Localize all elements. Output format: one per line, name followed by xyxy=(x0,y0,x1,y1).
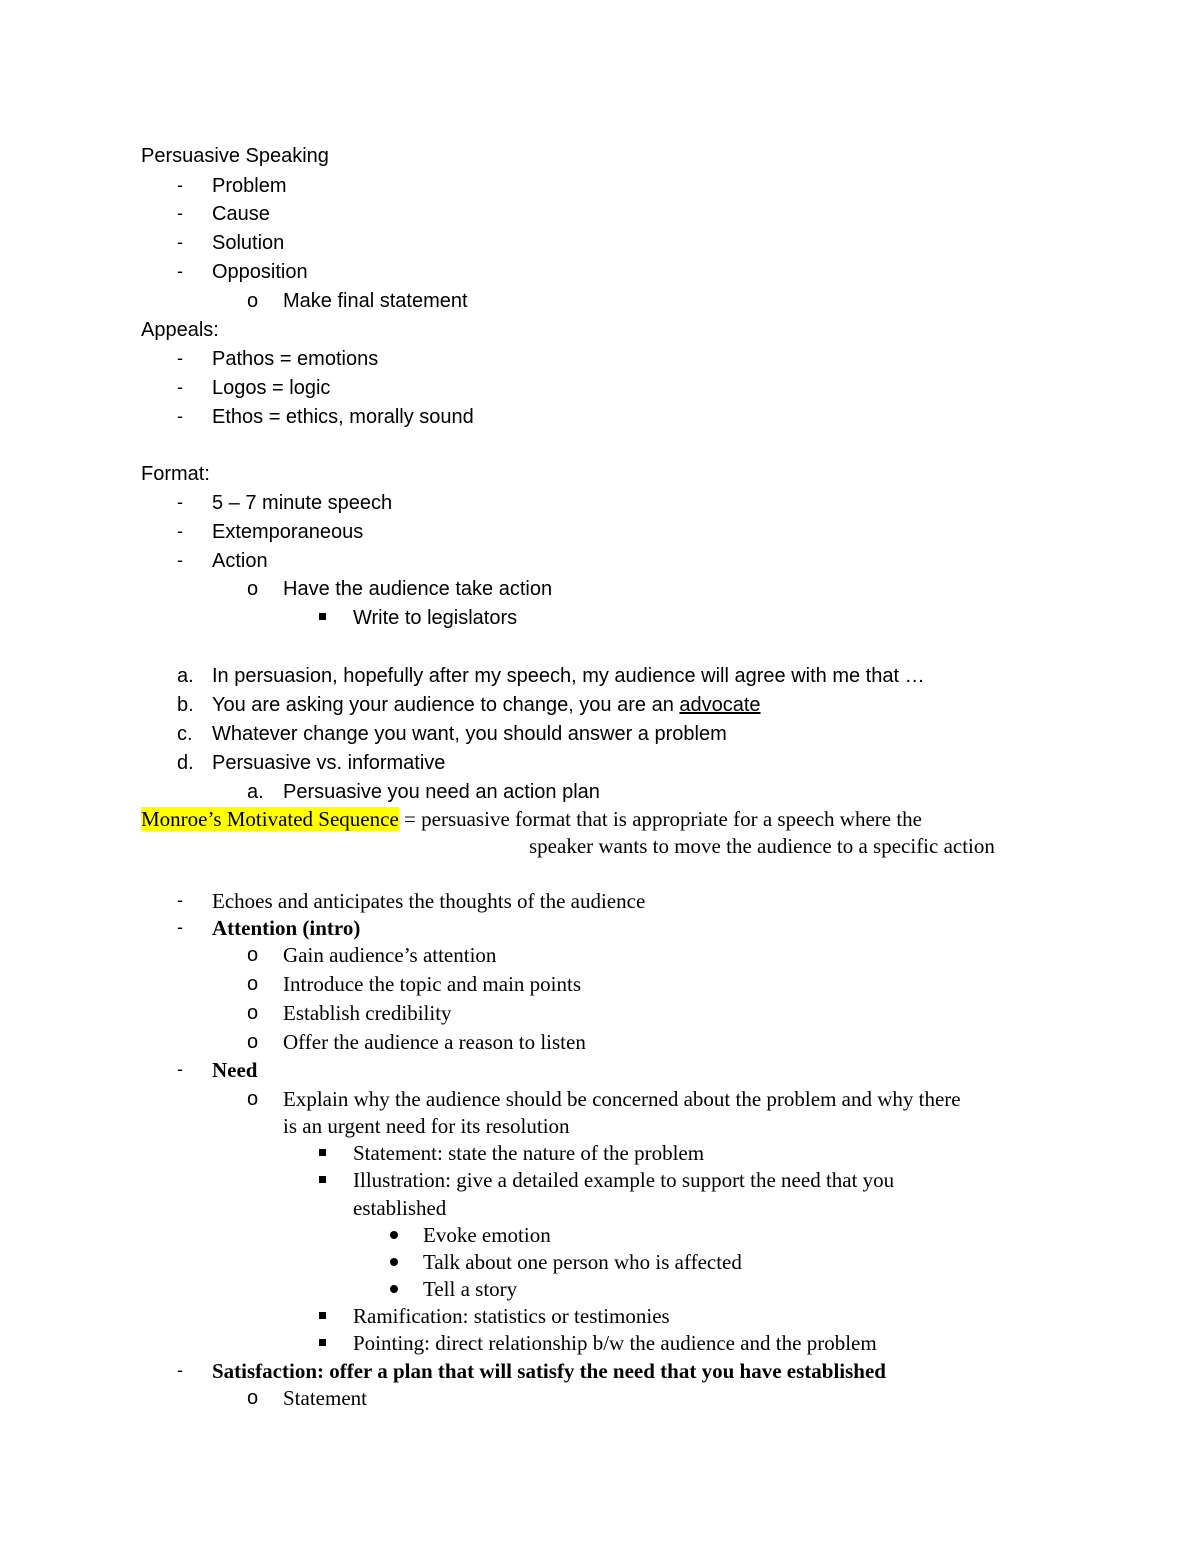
list-item: Make final statement xyxy=(283,290,468,312)
list-item: 5 – 7 minute speech xyxy=(212,492,393,514)
dash-bullet: - xyxy=(177,406,183,426)
dash-bullet: - xyxy=(177,492,183,512)
list-item: Ethos = ethics, morally sound xyxy=(212,406,474,428)
dash-bullet: - xyxy=(177,203,183,223)
dash-bullet: - xyxy=(177,261,183,281)
definition-text: = persuasive format that is appropriate for a speech where the xyxy=(398,807,922,831)
dash-bullet: - xyxy=(177,348,183,368)
dash-bullet: - xyxy=(177,232,183,252)
list-item: Extemporaneous xyxy=(212,521,364,543)
dash-bullet: - xyxy=(177,890,183,910)
circle-bullet-icon: o xyxy=(247,1002,259,1024)
list-item: Action xyxy=(212,550,268,572)
list-letter: d. xyxy=(177,752,194,774)
dash-bullet: - xyxy=(177,377,183,397)
list-item: Tell a story xyxy=(423,1277,518,1301)
list-item: Evoke emotion xyxy=(423,1223,551,1247)
list-letter: c. xyxy=(177,723,193,745)
list-item: Have the audience take action xyxy=(283,578,553,600)
list-item: Illustration: give a detailed example to support the need that you xyxy=(353,1168,895,1192)
list-item: Logos = logic xyxy=(212,377,331,399)
list-item-heading: Attention (intro) xyxy=(212,916,361,940)
square-bullet-icon xyxy=(319,1312,326,1319)
list-item: Offer the audience a reason to listen xyxy=(283,1030,586,1054)
list-item-text: You are asking your audience to change, you are an xyxy=(212,694,680,716)
list-item: Opposition xyxy=(212,261,308,283)
list-item-heading: Satisfaction: offer a plan that will satisfy the need that you have established xyxy=(212,1359,886,1383)
circle-bullet-icon: o xyxy=(247,1031,259,1053)
dash-bullet: - xyxy=(177,1059,183,1079)
list-item: Solution xyxy=(212,232,285,254)
dash-bullet: - xyxy=(177,175,183,195)
dot-bullet-icon xyxy=(390,1231,398,1239)
square-bullet-icon xyxy=(319,1176,326,1183)
circle-bullet-icon: o xyxy=(247,973,259,995)
dash-bullet: - xyxy=(177,1360,183,1380)
list-item: In persuasion, hopefully after my speech, my audience will agree with me that … xyxy=(212,665,925,687)
list-item: Echoes and anticipates the thoughts of the audience xyxy=(212,889,646,913)
list-item: Pathos = emotions xyxy=(212,348,379,370)
list-item xyxy=(212,695,761,715)
list-item: Whatever change you want, you should answer a problem xyxy=(212,723,727,745)
circle-bullet-icon: o xyxy=(247,578,259,600)
list-item: Explain why the audience should be concerned about the problem and why there xyxy=(283,1087,961,1111)
list-item: Persuasive you need an action plan xyxy=(283,781,600,803)
dot-bullet-icon xyxy=(390,1258,398,1266)
list-item: Pointing: direct relationship b/w the audience and the problem xyxy=(353,1331,877,1355)
section-heading-format: Format: xyxy=(141,463,210,485)
list-item: Establish credibility xyxy=(283,1001,452,1025)
definition-line xyxy=(141,809,922,830)
list-letter: b. xyxy=(177,694,194,716)
list-item: Statement xyxy=(283,1386,367,1410)
list-item: Persuasive vs. informative xyxy=(212,752,446,774)
list-item-continuation: is an urgent need for its resolution xyxy=(283,1114,570,1138)
underlined-term: advocate xyxy=(679,694,761,716)
list-letter: a. xyxy=(177,665,194,687)
list-item: Write to legislators xyxy=(353,607,518,629)
circle-bullet-icon: o xyxy=(247,1088,259,1110)
list-item-heading: Need xyxy=(212,1058,258,1082)
dash-bullet: - xyxy=(177,917,183,937)
dot-bullet-icon xyxy=(390,1285,398,1293)
section-heading-appeals: Appeals: xyxy=(141,319,219,341)
list-item: Ramification: statistics or testimonies xyxy=(353,1304,670,1328)
highlighted-term: Monroe’s Motivated Sequence xyxy=(141,807,399,831)
circle-bullet-icon: o xyxy=(247,290,259,312)
section-heading-persuasive: Persuasive Speaking xyxy=(141,145,329,167)
circle-bullet-icon: o xyxy=(247,944,259,966)
list-item: Gain audience’s attention xyxy=(283,943,497,967)
square-bullet-icon xyxy=(319,1339,326,1346)
list-item: Introduce the topic and main points xyxy=(283,972,582,996)
square-bullet-icon xyxy=(319,1149,326,1156)
list-item: Statement: state the nature of the problem xyxy=(353,1141,705,1165)
definition-continuation: speaker wants to move the audience to a specific action xyxy=(529,834,995,858)
circle-bullet-icon: o xyxy=(247,1387,259,1409)
dash-bullet: - xyxy=(177,521,183,541)
dash-bullet: - xyxy=(177,550,183,570)
list-item-continuation: established xyxy=(353,1196,447,1220)
list-item: Cause xyxy=(212,203,270,225)
square-bullet-icon xyxy=(319,613,326,620)
list-item: Talk about one person who is affected xyxy=(423,1250,742,1274)
list-item: Problem xyxy=(212,175,287,197)
list-letter: a. xyxy=(247,781,264,803)
